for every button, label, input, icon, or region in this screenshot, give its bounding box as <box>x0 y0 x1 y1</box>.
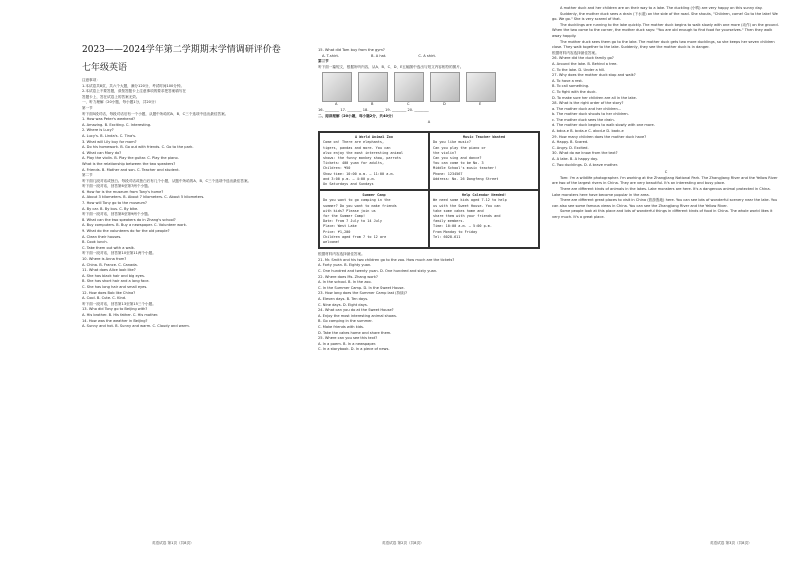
ad-line: welcome! <box>323 240 340 245</box>
text-line: 26. Where did the duck family go? <box>552 56 614 61</box>
exam-title: 2023——2024学年第二学期期末学情调研评价卷 <box>82 45 281 55</box>
text-line: A. Lucy's. B. Linda's. C. Tina's. <box>82 133 137 138</box>
text-line: D. Take the cakes home and share them. <box>318 330 392 335</box>
ad-line: Tel: 6028-611 <box>433 234 461 239</box>
text-line: There are different great places to visit in China (旅游胜地) here. You can see lots of wonderful scenery near the lake. You can also see some famous views in China. You can see the Zhangjiang River and the Yellow River. <box>552 198 778 208</box>
text-line: A. By car. B. By bus. C. By bike. <box>82 206 139 211</box>
ad-line: You can come to be No. 3 <box>433 161 484 166</box>
ad-heading: Summer Camp <box>362 193 386 198</box>
text-line: C. One hundred and twenty yuan. D. One hundred and sixty yuan. <box>318 269 438 273</box>
ad-line: summer? Do you want to make friends <box>323 203 397 208</box>
ad-line: shows: the funny monkey show, parrots <box>323 155 401 160</box>
text-line: Suddenly, the mother duck sees a drain (下水道) on the side of the road. She shouts, "Children, come! Go to the lake! We go. We go." She is very scared of that. <box>552 11 778 22</box>
ad-line: On Saturdays and Sundays <box>323 181 374 186</box>
column-1 <box>82 78 304 562</box>
text-line: 注意事项： <box>82 78 100 82</box>
ad-box <box>319 190 429 248</box>
text-line: 3. What will Lily buy for mom? <box>82 139 137 144</box>
text-line: A. Happy. B. Scared. <box>552 140 589 145</box>
text-line: 4. What can Mary do? <box>82 150 122 155</box>
text-line: 听下面一段对话，回答第13至第15三个小题。 <box>82 301 156 306</box>
picture-c: C <box>394 72 424 102</box>
passage-b <box>552 6 780 51</box>
ad-line: Come on! There are elephants, <box>323 140 385 145</box>
text-line: 12. How does Bob like China? <box>82 290 136 295</box>
text-line: A. Buy computers. B. Buy a newspaper. C. Volunteer work. <box>82 223 188 228</box>
picture-e: E <box>466 72 496 102</box>
text-line: 第二节 <box>82 173 93 178</box>
page-footer-3: 英语试卷 第3页（共8页） <box>710 541 752 545</box>
text-line: 14. How was the weather in Beijing? <box>82 318 148 323</box>
option-a: A. T-shirt. <box>322 53 340 58</box>
section-3-desc: 听下面一篇短文，根据所听内容，从A、B、C、D、E五幅图中选出与短文内容相符的图片。 <box>318 64 464 69</box>
ad-line: From Monday to Friday <box>433 229 478 234</box>
text-line: 一、听力理解（20小题，每小题1分，共20分） <box>82 100 159 105</box>
column-3 <box>552 6 780 486</box>
ad-line: Tickets: 400 yuan for adults, <box>323 161 385 166</box>
ad-line: Price: ¥1,200 <box>323 229 351 234</box>
text-line: A. She has black hair and big eyes. <box>82 273 146 278</box>
text-line: A. About 3 kilometers. B. About 7 kilometers. C. About 5 kilometers. <box>82 195 205 200</box>
ad-line: Children: ¥50 <box>323 166 351 171</box>
text-line: 听下面一段对话，回答第8至第9两个小题。 <box>82 212 152 217</box>
ad-heading: A World Animal Zoo <box>355 135 393 140</box>
text-line: A. Enjoy the most interesting animal shows. <box>318 313 397 318</box>
text-line: 25. Where can you see this text? <box>318 336 378 341</box>
text-line: 28. What is the right order of the story? <box>552 101 624 106</box>
text-line: C. To the lake. D. Under a hill. <box>552 67 606 72</box>
text-line: 29. How many children does the mother duck have? <box>552 134 647 139</box>
option-c: C. A shirt. <box>418 53 436 58</box>
text-line: B. She has short hair and a long face. <box>82 279 150 284</box>
ad-line: with kids? Please join us <box>323 208 376 213</box>
ad-line: take some cakes home and <box>433 208 484 213</box>
part-2-heading: 二、阅读理解（20小题，每小题2分，共40分） <box>318 113 396 118</box>
text-line: A. China. B. France. C. Canada. <box>82 262 138 267</box>
text-line: A mother duck and her children are on their way to a lake. The duckling (小鸭) are very happy on this sunny day. <box>560 6 763 10</box>
passage-a-label: A <box>427 119 431 124</box>
text-line: Some people look at this place and lots of wonderful things in different kinds of food in China. The whole world likes it very much. It's a great place. <box>552 209 773 219</box>
text-line: A. In a poem. B. In a newspaper. <box>318 341 377 346</box>
text-line: 1.本试卷共8页，共六个大题，满分120分，考试时间100分钟。 <box>82 83 185 88</box>
text-line: A. bdca-e B. bcda-e C. abcd-e D. badc-e <box>552 129 624 134</box>
ad-line: share them with your friends and <box>433 214 501 218</box>
ad-line: and 3:00 p.m. — 4:00 p.m. <box>323 176 376 181</box>
picture-d: D <box>430 72 460 102</box>
text-line: 8. What can the two speakers do in Zhang's school? <box>82 217 176 222</box>
ad-line: Do you want to go camping in the <box>323 198 391 203</box>
ad-grid <box>318 131 540 249</box>
ad-line: Can you sing and dance? <box>433 155 482 160</box>
text-line: 听下面几段对话或独白。每段对话或独白后有几个小题，从题中所给的A、B、C三个选项中选出最佳答案。 <box>82 178 252 183</box>
text-line: Tom: I'm a wildlife photographer. I'm working at the Zhangjiang National Park. The Zhangjiang River and the Yellow River are two of the largest rivers in China. They are very beautiful. It's an interesting and busy place. <box>552 175 778 186</box>
text-line: 第一节 <box>82 105 93 110</box>
text-line: d. The mother duck begins to walk slowly with one more. <box>552 123 655 128</box>
text-line: A. Eleven days. B. Ten days. <box>318 296 369 301</box>
ad-box <box>319 132 429 190</box>
text-line: A. Friends. B. Mother and son. C. Teacher and student. <box>82 167 180 172</box>
text-line: A. Play the violin. B. Play the guitar. C. Play the piano. <box>82 156 179 161</box>
page-footer-2: 英语试卷 第2页（共8页） <box>382 541 424 545</box>
text-line: A. Do his homework. B. Go out with friends. C. Go to the park. <box>82 145 194 150</box>
text-line: C. Two ducklings. D. A brave mother. <box>552 162 618 167</box>
text-line: 根据材料内容选择最佳答案。 <box>552 50 599 55</box>
ad-box <box>429 132 539 190</box>
column-2 <box>318 48 540 538</box>
ad-line: We need some kids aged 7-12 to help <box>433 198 507 203</box>
ad-line: the violin? <box>433 150 457 155</box>
ad-line: for the Summer Camp! <box>323 214 366 218</box>
text-line: A. Cool. B. Cute. C. Kind. <box>82 296 127 301</box>
questions-26-30 <box>552 51 780 168</box>
text-line: C. To fight with the duck. <box>552 89 597 94</box>
text-line: C. In the Summer Camp. D. In the Sweet House. <box>318 285 405 290</box>
ad-line: Place: West Lake <box>323 224 357 229</box>
passage-c <box>552 176 780 221</box>
ad-line: tigers, pandas and more. You can <box>323 145 391 150</box>
ad-line: Show time: 10:00 a.m. — 11:00 a.m. <box>323 171 395 176</box>
questions-21-25 <box>318 252 540 353</box>
text-line: C. Make friends with kids. <box>318 324 365 329</box>
column-1-content <box>82 78 304 330</box>
text-line: C. In a storybook. D. In a piece of news. <box>318 347 390 352</box>
text-line: A. To have a rest. <box>552 78 583 83</box>
text-line: 1. How was Peter's weekend? <box>82 117 136 122</box>
text-line: A. Forty yuan. B. Eighty yuan. <box>318 263 372 268</box>
text-line: c. The mother duck sees the drain. <box>552 117 615 122</box>
text-line: C. Angry. D. Excited. <box>552 145 589 150</box>
text-line: C. Take them out with a walk. <box>82 245 135 250</box>
text-line: 21. Mr. Smith and his two children go to the zoo. How much are the tickets? <box>318 257 455 262</box>
text-line: 2. Where is Lucy? <box>82 128 114 133</box>
text-line: A. Amazing. B. Exciting. C. Interesting. <box>82 122 152 127</box>
ad-line: family members. <box>433 219 465 224</box>
ad-line: Can you play the piano or <box>433 145 486 150</box>
text-line: a. The mother duck and her children... <box>552 106 622 111</box>
text-line: 9. What do the volunteers do for the old people? <box>82 229 170 234</box>
text-line: 听下面一段对话，回答第10至第11两个小题。 <box>82 251 156 256</box>
picture-b: B <box>358 72 388 102</box>
text-line: 23. How long does the Summer Camp last (持续)? <box>318 291 408 296</box>
text-line: 7. How will Tony go to the museum? <box>82 201 147 206</box>
text-line: 10. Where is Anna from? <box>82 257 127 261</box>
ad-line: us with the Sweet House. You can <box>433 203 501 208</box>
ad-line: Date: From 7 July to 14 July <box>323 219 383 224</box>
text-line: D. To make sure her children are all in the lake. <box>552 95 637 100</box>
text-line: 听下面5段对话，每段对话后有一个小题，从题中所给的A、B、C三个选项中选出最佳答案。 <box>82 111 229 116</box>
picture-a: A <box>322 72 352 102</box>
text-line: C. Nine days. D. Eight days. <box>318 302 368 307</box>
ad-line: Address: No. 26 Dongfeng Street <box>433 176 499 181</box>
text-line: 27. Why does the mother duck stop and walk? <box>552 73 636 78</box>
text-line: There are different kinds of animals in the lakes. Lake monsters are here. It's a dangerous animal protected in China. Lake monsters here have become popular in the area. <box>552 187 771 197</box>
page-footer-1: 英语试卷 第1页（共8页） <box>152 541 194 545</box>
ad-box <box>429 190 539 248</box>
text-line: B. Cook lunch. <box>82 240 108 245</box>
section-3-heading: 第三节 <box>318 59 329 64</box>
text-line: A. Sunny and hot. B. Sunny and warm. C. Cloudy and warm. <box>82 324 190 329</box>
question-15: 15. What did Tom buy from the gym? <box>318 48 385 52</box>
text-line: 6. How far is the museum from Tony's home? <box>82 189 164 194</box>
text-line: 根据材料内容选择最佳答案。 <box>318 252 365 257</box>
ad-line: Children aged from 7 to 12 are <box>323 234 387 239</box>
text-line: A. A lake. B. A happy day. <box>552 157 598 162</box>
text-line: A. Clean their houses. <box>82 234 122 239</box>
text-line: 听下面一段对话，回答第6至第7两个小题。 <box>82 184 152 189</box>
exam-subtitle: 七年级英语 <box>82 63 128 73</box>
ad-line: Do you like music? <box>433 140 471 145</box>
answer-blanks: 16. ________ 17. ________ 18. ________ 19. ________ 20. ________ <box>318 108 429 113</box>
picture-row <box>322 72 540 106</box>
ad-line: Time: 10:00 a.m. — 5:00 p.m. <box>433 224 493 229</box>
ad-heading: Music Teacher Wanted <box>462 135 506 140</box>
ad-line: Middle School's music teacher! <box>433 166 497 171</box>
text-line: 13. Who did Tony go to Beijing with? <box>82 307 148 312</box>
option-b: B. A hat. <box>371 53 387 58</box>
text-line: What is the relationship between the two speakers? <box>82 161 176 166</box>
text-line: 22. Where does Ms. Zhang work? <box>318 274 378 279</box>
ad-heading: Help Calendar Needed! <box>461 193 507 198</box>
text-line: A. In the school. B. In the zoo. <box>318 280 372 285</box>
text-line: B. To call something. <box>552 84 590 89</box>
text-line: A. Around the lake. B. Behind a tree. <box>552 61 618 66</box>
text-line: b. The mother duck shouts to her children. <box>552 112 629 117</box>
text-line: A. His brother. B. His father. C. His mother. <box>82 312 159 317</box>
text-line: C. She has long hair and small eyes. <box>82 284 148 289</box>
text-line: B. Go camping in the summer. <box>318 319 373 324</box>
ad-line: also enjoy the most interesting animal <box>323 150 404 155</box>
text-line: 答题卡上，答在试卷上的答案无效。 <box>82 94 140 99</box>
text-line: The mother duck sees them go to the lake. The mother duck gets two more ducklings, so she keeps her seven children close. They walk together to the lake. Suddenly, they see the mother duck is in danger. <box>552 39 775 50</box>
ad-line: Phone: 1234567 <box>433 171 463 176</box>
text-line: 24. What can you do at the Sweet House? <box>318 308 394 313</box>
text-line: The ducklings are running to the lake quickly. The mother duck begins to walk slowly with one more (动作) on the ground. When the two come to the corner, the mother duck says: "You are old enough to find food for yourselves." Then they walk away happily. <box>552 22 779 38</box>
passage-c-label: C <box>664 170 668 175</box>
text-line: 30. What do we know from the text? <box>552 151 618 156</box>
text-line: 2.本试卷上不要答题，请按答题卡上注意事项的要求把答案填写在 <box>82 89 187 94</box>
text-line: 11. What does Alice look like? <box>82 268 136 273</box>
